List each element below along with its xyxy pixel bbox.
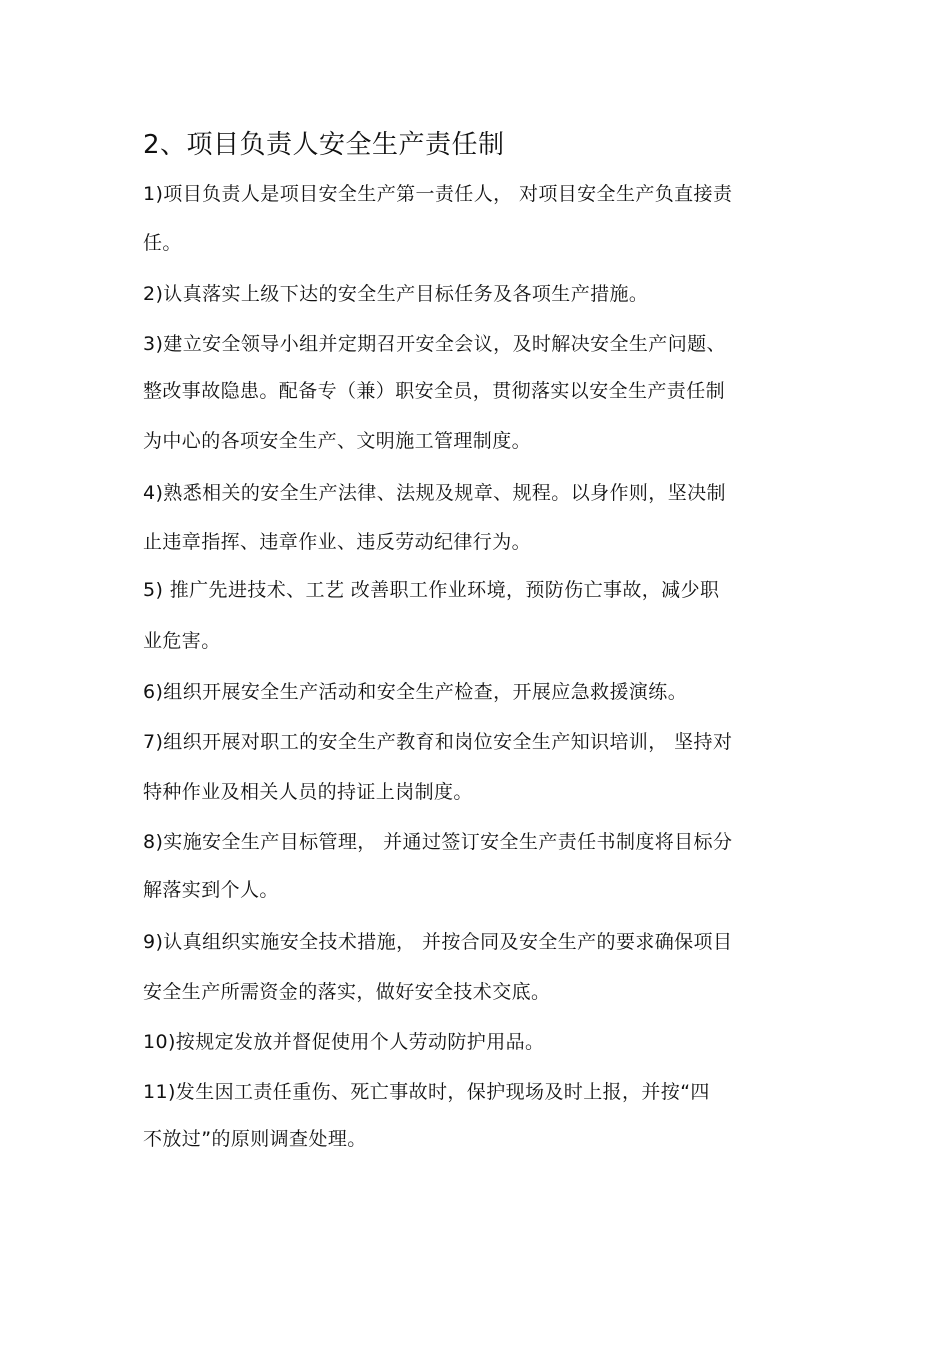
- section-title: 2、项目负责人安全生产责任制: [143, 130, 505, 160]
- paragraph-line: 整改事故隐患。配备专（兼）职安全员，贯彻落实以安全生产责任制: [143, 380, 726, 402]
- paragraph-line: 9)认真组织实施安全技术措施， 并按合同及安全生产的要求确保项目: [143, 931, 733, 953]
- paragraph-line: 解落实到个人。: [143, 879, 279, 901]
- paragraph-line: 3)建立安全领导小组并定期召开安全会议，及时解决安全生产问题、: [143, 333, 726, 355]
- paragraph-line: 1)项目负责人是项目安全生产第一责任人， 对项目安全生产负直接责: [143, 183, 733, 205]
- paragraph-line: 5) 推广先进技术、工艺 改善职工作业环境，预防伤亡事故，减少职: [143, 579, 720, 601]
- paragraph-line: 11)发生因工责任重伤、死亡事故时，保护现场及时上报，并按“四: [143, 1081, 710, 1103]
- paragraph-line: 7)组织开展对职工的安全生产教育和岗位安全生产知识培训， 坚持对: [143, 731, 733, 753]
- paragraph-line: 10)按规定发放并督促使用个人劳动防护用品。: [143, 1031, 545, 1053]
- paragraph-line: 特种作业及相关人员的持证上岗制度。: [143, 781, 473, 803]
- paragraph-line: 4)熟悉相关的安全生产法律、法规及规章、规程。以身作则，坚决制: [143, 482, 726, 504]
- paragraph-line: 8)实施安全生产目标管理， 并通过签订安全生产责任书制度将目标分: [143, 831, 733, 853]
- paragraph-line: 6)组织开展安全生产活动和安全生产检查，开展应急救援演练。: [143, 681, 688, 703]
- paragraph-line: 止违章指挥、违章作业、违反劳动纪律行为。: [143, 531, 532, 553]
- paragraph-line: 业危害。: [143, 630, 221, 652]
- paragraph-line: 不放过”的原则调查处理。: [143, 1128, 367, 1150]
- paragraph-line: 安全生产所需资金的落实，做好安全技术交底。: [143, 981, 551, 1003]
- paragraph-line: 任。: [143, 232, 182, 254]
- paragraph-line: 2)认真落实上级下达的安全生产目标任务及各项生产措施。: [143, 283, 649, 305]
- paragraph-line: 为中心的各项安全生产、文明施工管理制度。: [143, 430, 532, 452]
